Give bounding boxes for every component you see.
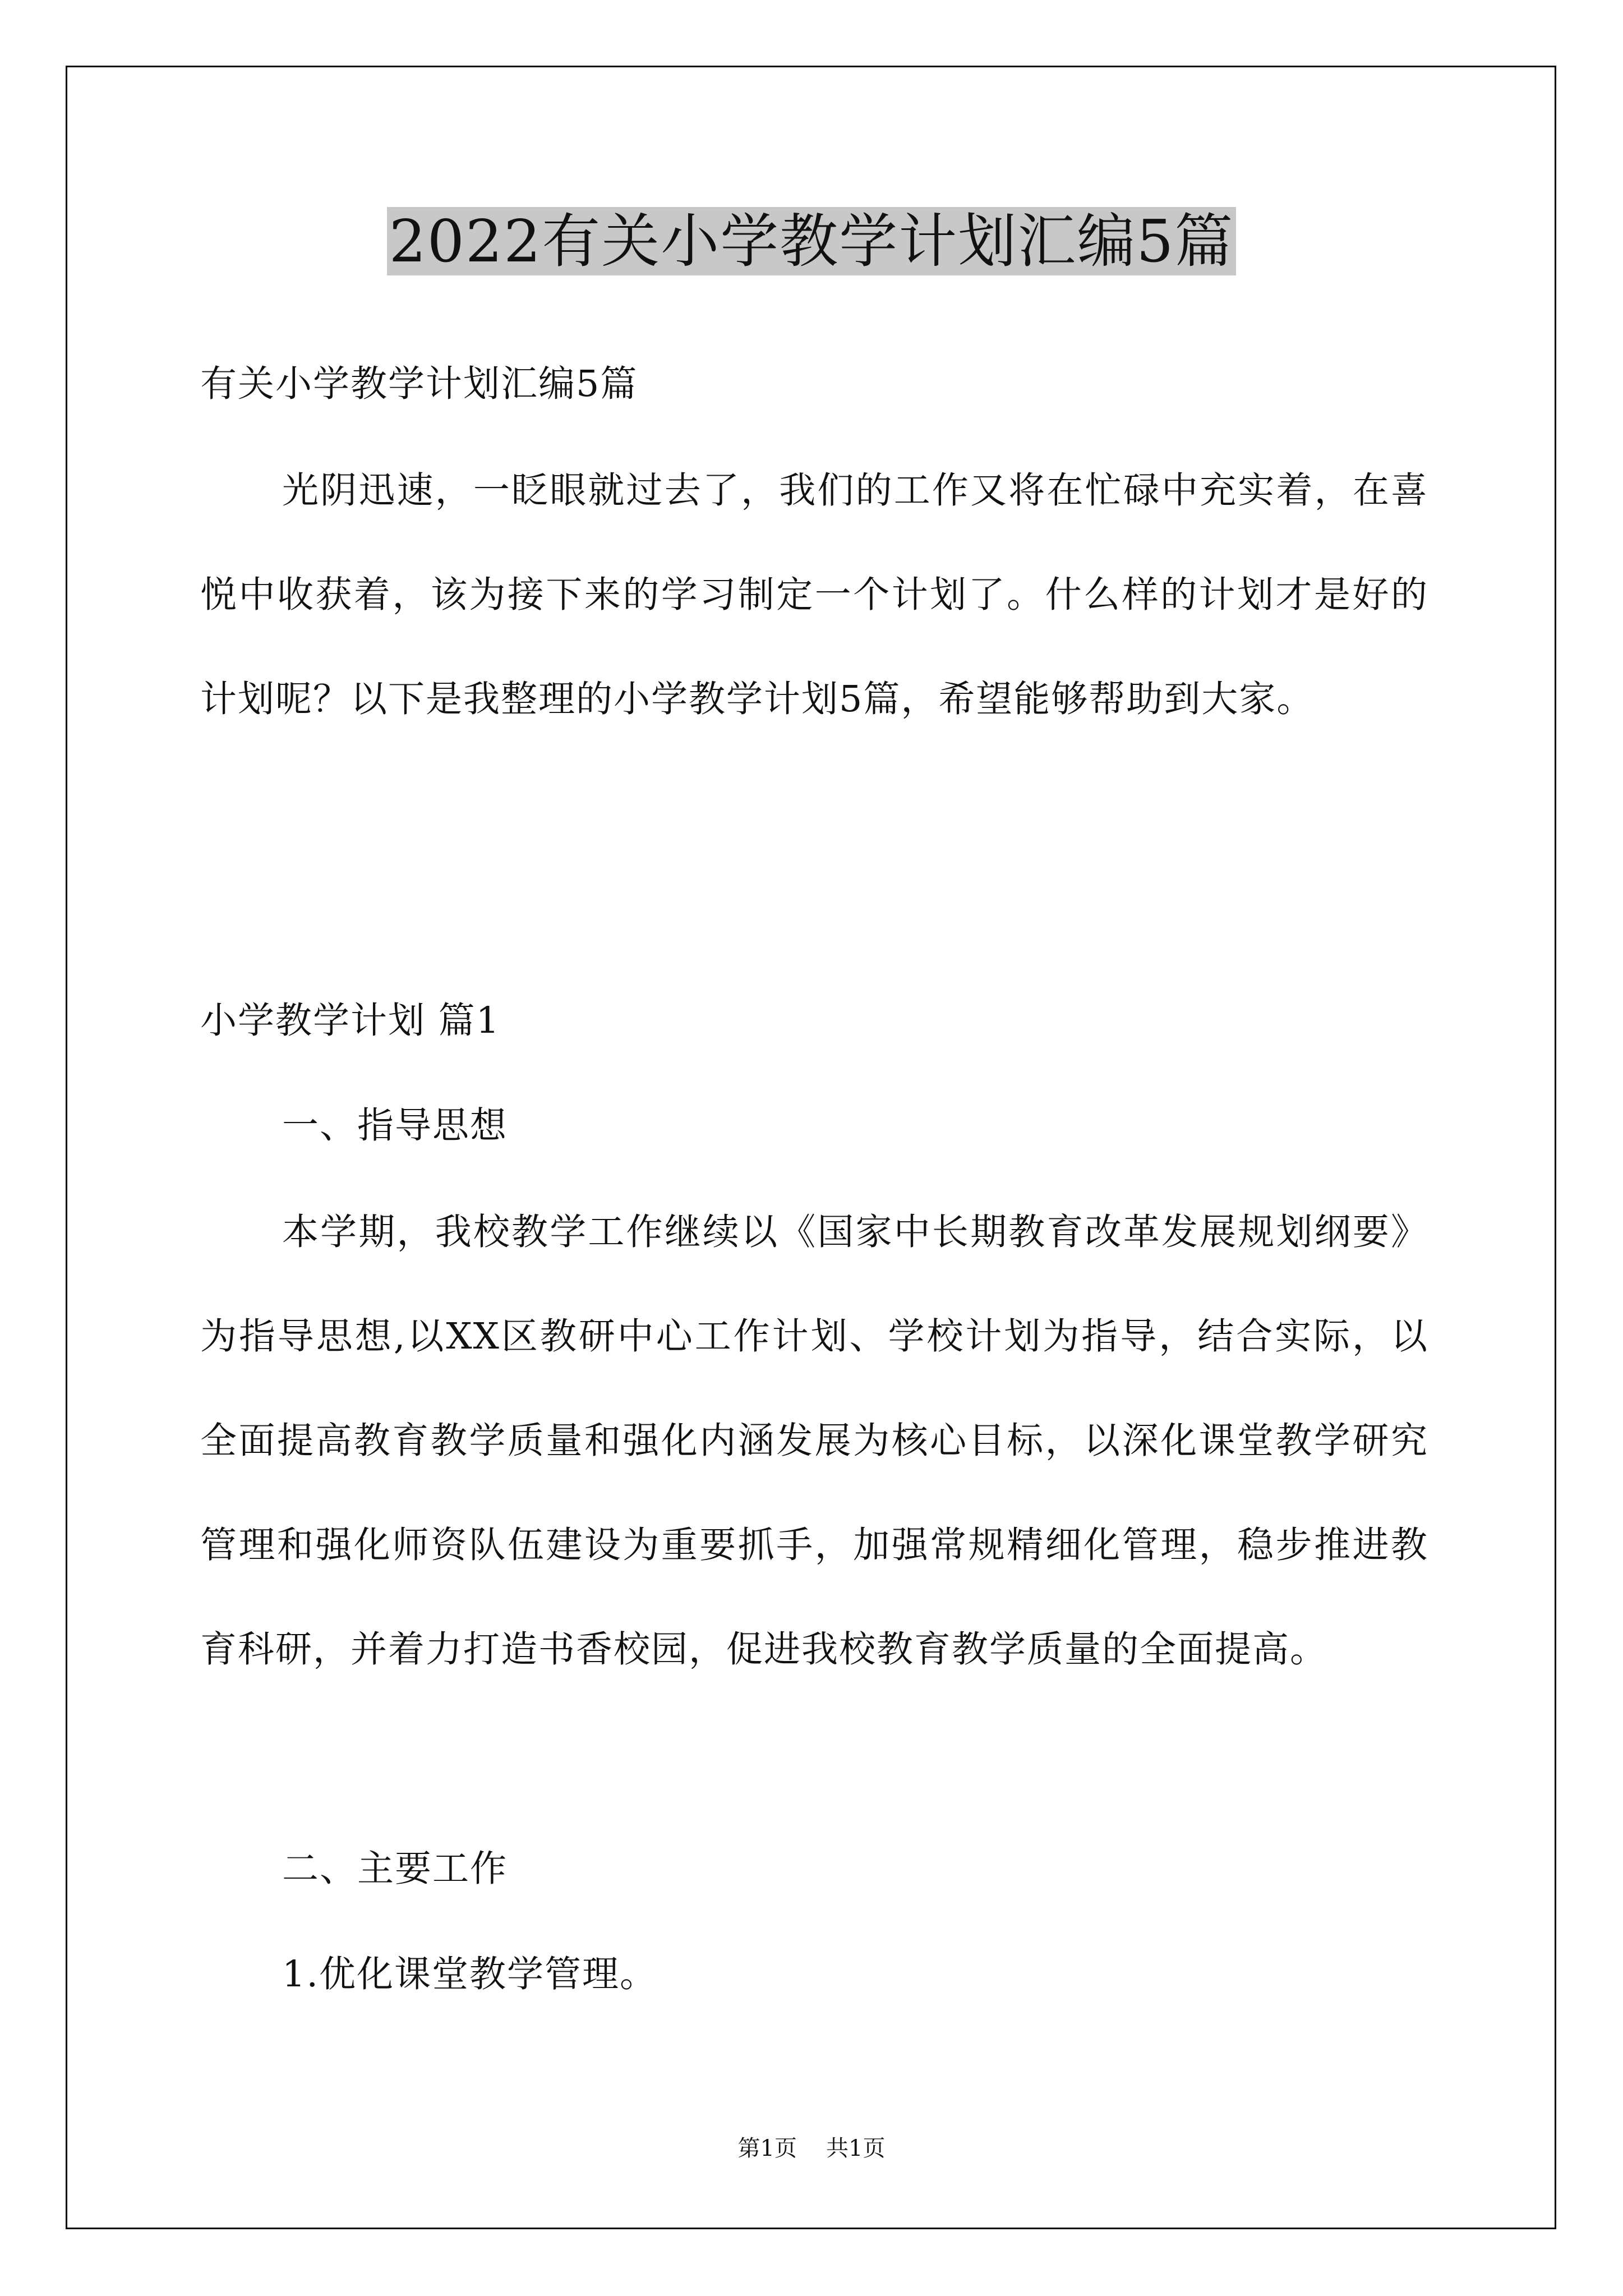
page-number-total: 共1页 xyxy=(826,2136,886,2161)
document-title-text: 2022有关小学教学计划汇编5篇 xyxy=(387,207,1237,275)
item-optimize-classroom: 1.优化课堂教学管理。 xyxy=(282,1953,658,1995)
document-subtitle: 有关小学教学计划汇编5篇 xyxy=(200,363,638,405)
page-footer xyxy=(0,2132,1623,2165)
heading-guiding-ideology: 一、指导思想 xyxy=(282,1105,508,1147)
section-heading: 小学教学计划 篇1 xyxy=(200,1000,501,1042)
guiding-ideology-paragraph: 本学期，我校教学工作继续以《国家中长期教育改革发展规划纲要》为指导思想,以XX区教研中心工作计划、学校计划为指导，结合实际，以全面提高教育教学质量和强化内涵发展为核心目标，以深化课堂教学研究管理和强化师资队伍建设为重要抓手，加强常规精细化管理，稳步推进教育科研，并着力打造书香校园，促进我校教育教学质量的全面提高。 xyxy=(200,1211,1428,1671)
page-number-current: 第1页 xyxy=(737,2136,797,2161)
intro-paragraph: 光阴迅速，一眨眼就过去了，我们的工作又将在忙碌中充实着，在喜悦中收获着，该为接下来的学习制定一个计划了。什么样的计划才是好的计划呢？以下是我整理的小学教学计划5篇，希望能够帮助到大家。 xyxy=(200,470,1428,720)
heading-main-work: 二、主要工作 xyxy=(282,1848,508,1890)
document-title xyxy=(0,199,1623,283)
